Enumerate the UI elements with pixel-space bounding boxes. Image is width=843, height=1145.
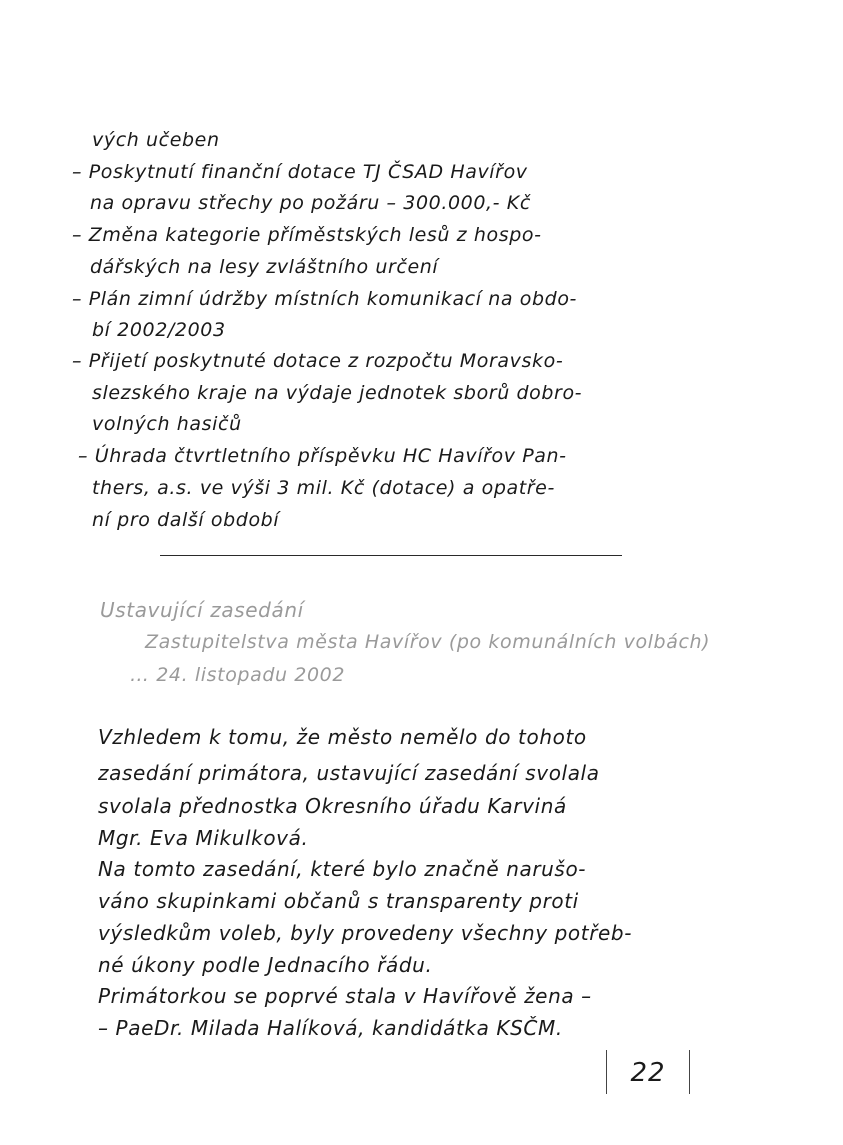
body-line: zasedání primátora, ustavující zasedání svolala [98, 761, 600, 785]
body-line: výsledkům voleb, byly provedeny všechny potřeb- [98, 921, 633, 945]
agenda-line: thers, a.s. ve výši 3 mil. Kč (dotace) a opatře- [92, 477, 555, 499]
body-line: váno skupinkami občanů s transparenty proti [98, 889, 579, 913]
body-line: svolala přednostka Okresního úřadu Karviná [98, 794, 567, 818]
agenda-line: – Úhrada čtvrtletního příspěvku HC Havířov Pan- [78, 445, 567, 467]
pencil-heading-line: … 24. listopadu 2002 [130, 664, 346, 686]
agenda-line: slezského kraje na výdaje jednotek sborů dobro- [92, 382, 583, 404]
pencil-heading-line: Ustavující zasedání [100, 598, 304, 622]
agenda-line: – Poskytnutí finanční dotace TJ ČSAD Havířov [72, 161, 528, 183]
agenda-line: ní pro další období [92, 509, 280, 531]
page-number: 22 [630, 1058, 666, 1088]
body-line: Vzhledem k tomu, že město nemělo do tohoto [98, 725, 587, 749]
page-number-box [606, 1050, 690, 1094]
pencil-heading-line: Zastupitelstva města Havířov (po komunálních volbách) [145, 631, 711, 653]
body-line: né úkony podle Jednacího řádu. [98, 953, 433, 977]
agenda-line: volných hasičů [92, 413, 242, 435]
body-line: Mgr. Eva Mikulková. [98, 826, 309, 850]
agenda-line: – Plán zimní údržby místních komunikací na obdo- [72, 288, 577, 310]
agenda-line: na opravu střechy po požáru – 300.000,- Kč [90, 192, 531, 214]
agenda-line: – Změna kategorie příměstských lesů z hospo- [72, 224, 542, 246]
agenda-line: vých učeben [92, 129, 220, 151]
body-line: Na tomto zasedání, které bylo značně narušo- [98, 857, 587, 881]
agenda-line: – Přijetí poskytnuté dotace z rozpočtu Moravsko- [72, 350, 564, 372]
body-line: – PaeDr. Milada Halíková, kandidátka KSČM. [98, 1016, 563, 1040]
agenda-line: dářských na lesy zvláštního určení [90, 256, 439, 278]
agenda-line: bí 2002/2003 [92, 319, 226, 341]
separator-line [160, 555, 622, 556]
body-line: Primátorkou se poprvé stala v Havířově žena – [98, 984, 592, 1008]
